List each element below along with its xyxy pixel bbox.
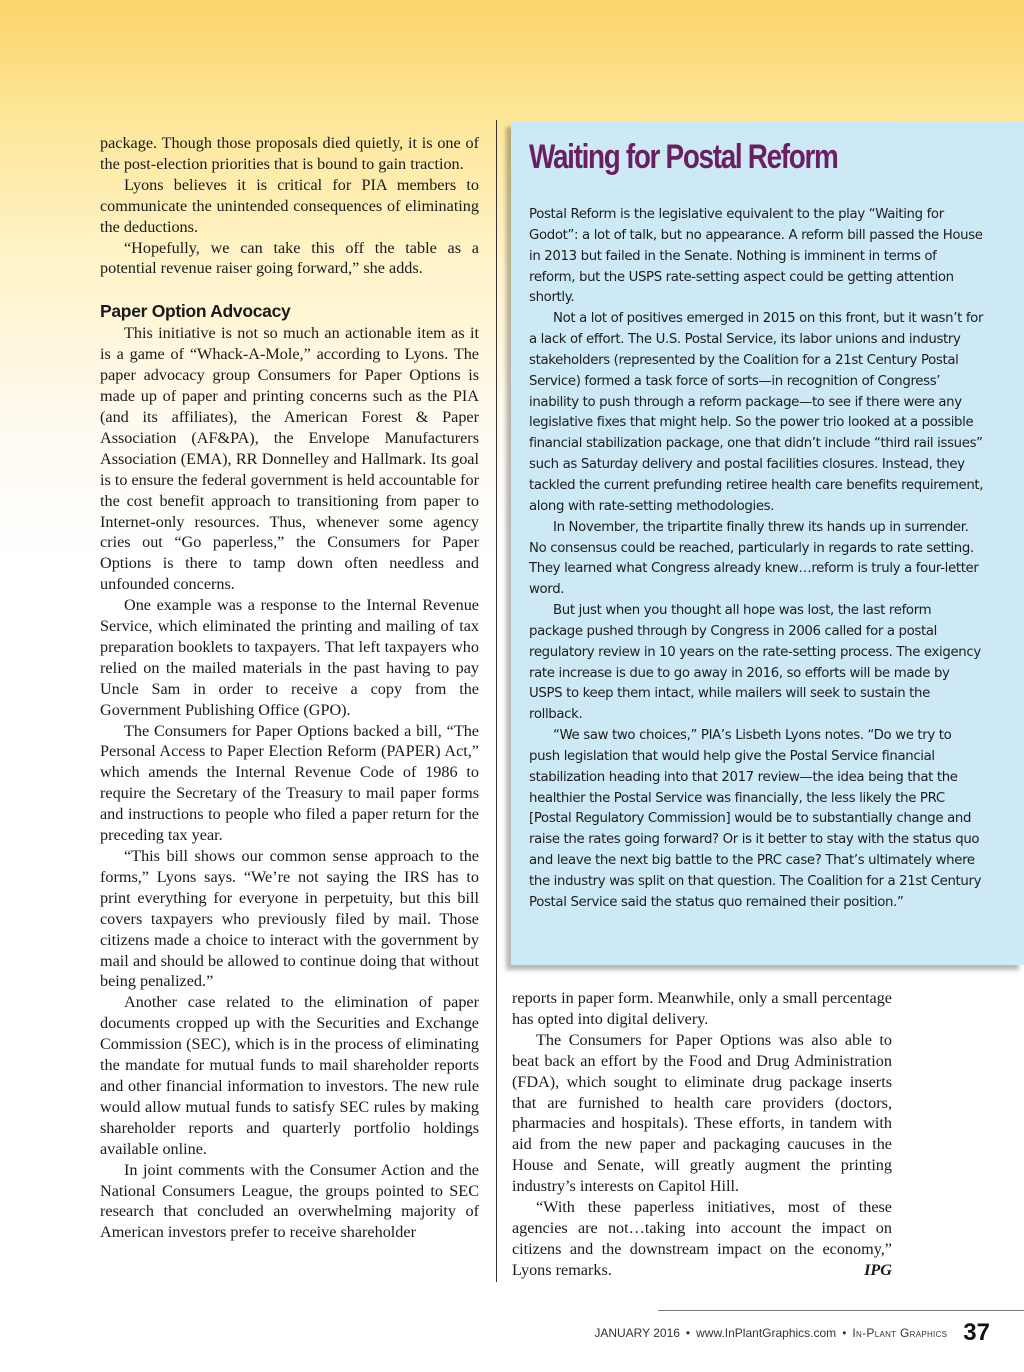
paragraph: Another case related to the elimination of paper documents cropped up with the Securities and Exchange Commission (SEC), which is in the process of eliminating the mandate for mutual funds to mail shareholder reports and other financial information to investors. The new rule would allow mutual funds to satisfy SEC rules by making shareholder reports and quarterly portfolio holdings available online.: [100, 993, 479, 1158]
paragraph: The Consumers for Paper Options was also able to beat back an effort by the Food and Drug Administration (FDA), which sought to eliminate drug package inserts that are furnished to health care providers (doctors, pharmacies and hospitals). These efforts, in tandem with aid from the new paper and packaging caucuses in the House and Senate, will greatly augment the printing industry’s interests on Capitol Hill.: [512, 1030, 892, 1196]
sidebar-paragraph: Not a lot of positives emerged in 2015 on this front, but it wasn’t for a lack of effort. The U.S. Postal Service, its labor unions and industry stakeholders (represented by the Coalition for a 21st Century Postal Service) formed a task force of sorts—in recognition of Congress’ inability to push through a reform package—to see if there were any legislative fixes that might help. So the power trio looked at a possible financial stabilization package, one that didn’t include “third rail issues” such as Saturday delivery and postal facilities closures. Instead, they tackled the current prefunding retiree health care benefits requirement, along with rate-setting methodologies.: [529, 311, 984, 514]
paragraph: [512, 1197, 892, 1281]
paragraph: Lyons believes it is critical for PIA members to communicate the unintended consequences of eliminating the deductions.: [100, 175, 479, 236]
paragraph: “Hopefully, we can take this off the table as a potential revenue raiser going forward,” she adds.: [100, 238, 479, 278]
paragraph: In joint comments with the Consumer Action and the National Consumers League, the groups pointed to SEC research that concluded an overwhelming majority of American investors prefer to receive shareholder: [100, 1160, 479, 1242]
sidebar-box: [511, 122, 1024, 965]
paragraph: This initiative is not so much an actionable item as it is a game of “Whack-A-Mole,” according to Lyons. The paper advocacy group Consumers for Paper Options is made up of paper and printing concerns such as the PIA (and its affiliates), the American Forest & Paper Association (AF&PA), the Envelope Manufacturers Association (EMA), RR Donnelley and Hallmark. Its goal is to ensure the federal government is held accountable for the cost benefit approach to transitioning from paper to Internet-only resources. Thus, whenever some agency cries out “Go paperless,” the Consumers for Paper Options is there to tamp down often needless and unfounded concerns.: [100, 324, 479, 594]
paragraph: reports in paper form. Meanwhile, only a small percentage has opted into digital delivery.: [512, 989, 892, 1028]
sidebar-paragraph: “We saw two choices,” PIA’s Lisbeth Lyons notes. “Do we try to push legislation that would help give the Postal Service financial stabilization heading into that 2017 review—the idea being that the healthier the Postal Service was financially, the less likely the PRC [Postal Regulatory Commission] would be to substantially change and raise the rates going forward? Or is it better to stay with the status quo and leave the next big battle to the PRC case? That’s ultimately where the industry was split on that question. The Coalition for a 21st Century Postal Service said the status quo remained their position.”: [529, 728, 982, 910]
page-number: 37: [963, 1319, 990, 1346]
paragraph-text: “With these paperless initiatives, most of these agencies are not…taking into account the impact on citizens and the downstream impact on the economy,” Lyons remarks.: [512, 1198, 892, 1279]
sidebar-title: Waiting for Postal Reform: [529, 138, 838, 176]
paragraph: “This bill shows our common sense approach to the forms,” Lyons says. “We’re not saying the IRS has to print everything for everyone in perpetuity, but this bill covers taxpayers who previously filed by mail. Those citizens made a choice to interact with the government by mail and should be allowed to continue doing that without being penalized.”: [100, 847, 479, 991]
left-article-column: [100, 133, 479, 1243]
paragraph: The Consumers for Paper Options backed a bill, “The Personal Access to Paper Election Reform (PAPER) Act,” which amends the Internal Revenue Code of 1986 to require the Secretary of the Treasury to mail paper forms and instructions to people who filed a paper return for the preceding tax year.: [100, 721, 479, 845]
footer-rule: [658, 1310, 1024, 1311]
signoff: IPG: [864, 1260, 892, 1279]
bullet-separator: •: [685, 1326, 691, 1340]
bullet-separator: •: [842, 1326, 847, 1340]
page-footer: [560, 1318, 990, 1348]
footer-website-link[interactable]: www.InPlantGraphics.com: [696, 1326, 837, 1340]
paragraph: package. Though those proposals died quietly, it is one of the post-election priorities that is bound to gain traction.: [100, 134, 479, 173]
right-article-column: [512, 988, 892, 1281]
sidebar-paragraph: Postal Reform is the legislative equivalent to the play “Waiting for Godot”: a lot of talk, but no appearance. A reform bill passed the House in 2013 but failed in the Senate. Nothing is imminent in terms of reform, but the USPS rate-setting aspect could be getting attention shortly.: [529, 207, 983, 306]
paragraph: One example was a response to the Internal Revenue Service, which eliminated the printing and mailing of tax preparation booklets to taxpayers. That left taxpayers who relied on the mailed materials in the past having to pay Uncle Sam in order to receive a copy from the Government Publishing Office (GPO).: [100, 596, 479, 719]
section-heading: Paper Option Advocacy: [100, 301, 291, 322]
footer-date: JANUARY 2016: [594, 1326, 680, 1340]
sidebar-paragraph: In November, the tripartite finally threw its hands up in surrender. No consensus could be reached, particularly in regards to rate setting. They learned what Congress already knew…reform is truly a four-letter word.: [529, 519, 979, 598]
column-divider: [496, 120, 497, 1282]
footer-magazine-name: In-Plant Graphics: [852, 1326, 948, 1340]
sidebar-paragraph: But just when you thought all hope was lost, the last reform package pushed through by Congress in 2006 called for a postal regulatory review in 10 years on the rate-setting process. The exigency rate increase is due to go away in 2016, so efforts will be made by USPS to keep them intact, while mailers will seek to sustain the rollback.: [529, 603, 981, 723]
